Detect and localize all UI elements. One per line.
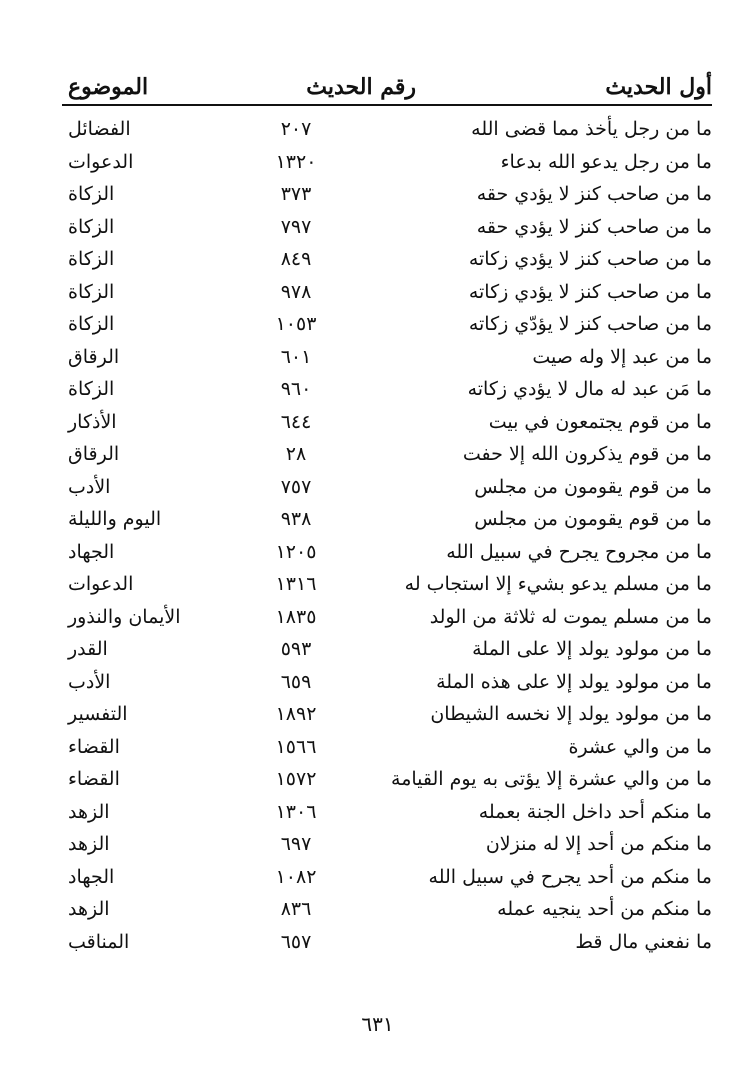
table-header <box>62 66 712 106</box>
hadith-topic: الزهد <box>68 833 110 855</box>
hadith-topic: الدعوات <box>68 150 134 173</box>
hadith-first-words: ما من والي عشرة <box>568 735 712 758</box>
hadith-number: ٦٩٧ <box>280 833 312 855</box>
hadith-number: ٣٧٣ <box>280 183 312 205</box>
hadith-number: ٢٠٧ <box>280 118 312 140</box>
hadith-first-words: ما من رجل يأخذ مما قضى الله <box>471 118 712 140</box>
hadith-first-words: ما منكم من أحد إلا له منزلان <box>485 833 712 855</box>
hadith-first-words: ما من صاحب كنز لا يؤدي حقه <box>476 215 712 238</box>
hadith-number: ٦٥٩ <box>280 670 312 693</box>
table-row <box>62 829 712 862</box>
hadith-topic: القدر <box>68 638 108 660</box>
table-row <box>62 309 712 342</box>
header-rule <box>62 104 712 106</box>
hadith-topic: الأدب <box>68 475 111 498</box>
hadith-first-words: ما مَن عبد له مال لا يؤدي زكاته <box>467 378 712 400</box>
hadith-first-words: ما من قوم يجتمعون في بيت <box>488 410 712 433</box>
table-row <box>62 634 712 667</box>
index-table <box>62 114 712 959</box>
table-row <box>62 927 712 960</box>
hadith-number: ٩٣٨ <box>280 508 312 530</box>
hadith-topic: الزكاة <box>68 215 115 238</box>
hadith-first-words: ما من عبد إلا وله صيت <box>532 345 712 368</box>
hadith-topic: الأذكار <box>68 410 117 433</box>
table-row <box>62 342 712 375</box>
hadith-number: ١٣٠٦ <box>275 800 317 823</box>
hadith-topic: المناقب <box>68 930 130 953</box>
hadith-number: ٩٧٨ <box>280 280 312 303</box>
hadith-number: ٩٦٠ <box>280 378 312 400</box>
hadith-number: ١٣٢٠ <box>275 150 317 173</box>
hadith-first-words: ما من صاحب كنز لا يؤدي زكاته <box>468 280 712 303</box>
hadith-number: ١٢٠٥ <box>275 540 317 563</box>
hadith-topic: الزهد <box>68 800 110 823</box>
hadith-topic: القضاء <box>68 768 120 790</box>
hadith-number: ٥٩٣ <box>280 638 312 660</box>
hadith-first-words: ما من صاحب كنز لا يؤدي حقه <box>476 183 712 205</box>
hadith-first-words: ما من رجل يدعو الله بدعاء <box>500 150 712 173</box>
hadith-topic: الجهاد <box>68 865 115 888</box>
hadith-number: ٦٥٧ <box>280 930 312 953</box>
hadith-number: ١٠٨٢ <box>275 865 317 888</box>
table-row <box>62 894 712 927</box>
hadith-number: ١٣١٦ <box>275 573 317 595</box>
hadith-topic: اليوم والليلة <box>68 508 162 530</box>
table-row <box>62 439 712 472</box>
hadith-topic: الزكاة <box>68 313 115 335</box>
header-topic: الموضوع <box>68 74 149 100</box>
hadith-first-words: ما من قوم يقومون من مجلس <box>474 475 712 498</box>
hadith-topic: الرقاق <box>68 345 120 368</box>
hadith-number: ٧٥٧ <box>280 475 312 498</box>
hadith-first-words: ما من مسلم يموت له ثلاثة من الولد <box>429 605 712 628</box>
table-row <box>62 862 712 895</box>
table-row <box>62 504 712 537</box>
hadith-number: ١٥٦٦ <box>275 735 317 758</box>
hadith-first-words: ما من والي عشرة إلا يؤتى به يوم القيامة <box>391 768 712 790</box>
table-row <box>62 277 712 310</box>
hadith-number: ٢٨ <box>285 443 307 465</box>
page-number: ٦٣١ <box>361 1012 394 1036</box>
hadith-first-words: ما من صاحب كنز لا يؤدي زكاته <box>468 248 712 270</box>
hadith-first-words: ما من مسلم يدعو بشيء إلا استجاب له <box>404 573 712 595</box>
hadith-number: ١٠٥٣ <box>275 313 317 335</box>
table-row <box>62 699 712 732</box>
table-row <box>62 147 712 180</box>
table-row <box>62 797 712 830</box>
hadith-first-words: ما من قوم يذكرون الله إلا حفت <box>462 443 712 465</box>
header-first-words: أول الحديث <box>605 74 712 100</box>
table-row <box>62 602 712 635</box>
hadith-topic: الأيمان والنذور <box>68 605 181 628</box>
hadith-topic: الزكاة <box>68 183 115 205</box>
table-row <box>62 114 712 147</box>
hadith-first-words: ما من قوم يقومون من مجلس <box>474 508 712 530</box>
hadith-topic: الزكاة <box>68 378 115 400</box>
hadith-number: ١٨٣٥ <box>275 605 317 628</box>
hadith-topic: الفضائل <box>68 118 131 140</box>
hadith-topic: الجهاد <box>68 540 115 563</box>
hadith-first-words: ما من مولود يولد إلا نخسه الشيطان <box>430 703 712 725</box>
hadith-number: ٨٣٦ <box>280 898 312 920</box>
hadith-number: ١٥٧٢ <box>275 768 317 790</box>
table-row <box>62 764 712 797</box>
hadith-number: ١٨٩٢ <box>275 703 317 725</box>
header-hadith-number: رقم الحديث <box>306 74 416 100</box>
hadith-number: ٦٤٤ <box>280 410 312 433</box>
table-row <box>62 244 712 277</box>
hadith-first-words: ما منكم من أحد يجرح في سبيل الله <box>428 865 712 888</box>
table-row <box>62 407 712 440</box>
table-row <box>62 374 712 407</box>
hadith-first-words: ما من مجروح يجرح في سبيل الله <box>446 540 712 563</box>
hadith-topic: الرقاق <box>68 443 120 465</box>
hadith-topic: الزكاة <box>68 280 115 303</box>
hadith-first-words: ما من مولود يولد إلا على هذه الملة <box>436 670 712 693</box>
hadith-number: ٨٤٩ <box>280 248 312 270</box>
hadith-topic: الزكاة <box>68 248 115 270</box>
hadith-first-words: ما من صاحب كنز لا يؤدّي زكاته <box>468 313 712 335</box>
hadith-topic: الزهد <box>68 898 110 920</box>
table-row <box>62 212 712 245</box>
table-row <box>62 732 712 765</box>
hadith-number: ٦٠١ <box>280 345 312 368</box>
table-row <box>62 537 712 570</box>
hadith-topic: الأدب <box>68 670 111 693</box>
hadith-first-words: ما من مولود يولد إلا على الملة <box>472 638 712 660</box>
hadith-first-words: ما منكم أحد داخل الجنة بعمله <box>478 800 712 823</box>
hadith-topic: الدعوات <box>68 573 134 595</box>
hadith-number: ٧٩٧ <box>280 215 312 238</box>
hadith-first-words: ما نفعني مال قط <box>575 930 712 953</box>
table-row <box>62 472 712 505</box>
table-row <box>62 179 712 212</box>
table-row <box>62 667 712 700</box>
hadith-topic: القضاء <box>68 735 120 758</box>
table-row <box>62 569 712 602</box>
hadith-topic: التفسير <box>68 703 128 725</box>
hadith-first-words: ما منكم من أحد ينجيه عمله <box>497 898 712 920</box>
